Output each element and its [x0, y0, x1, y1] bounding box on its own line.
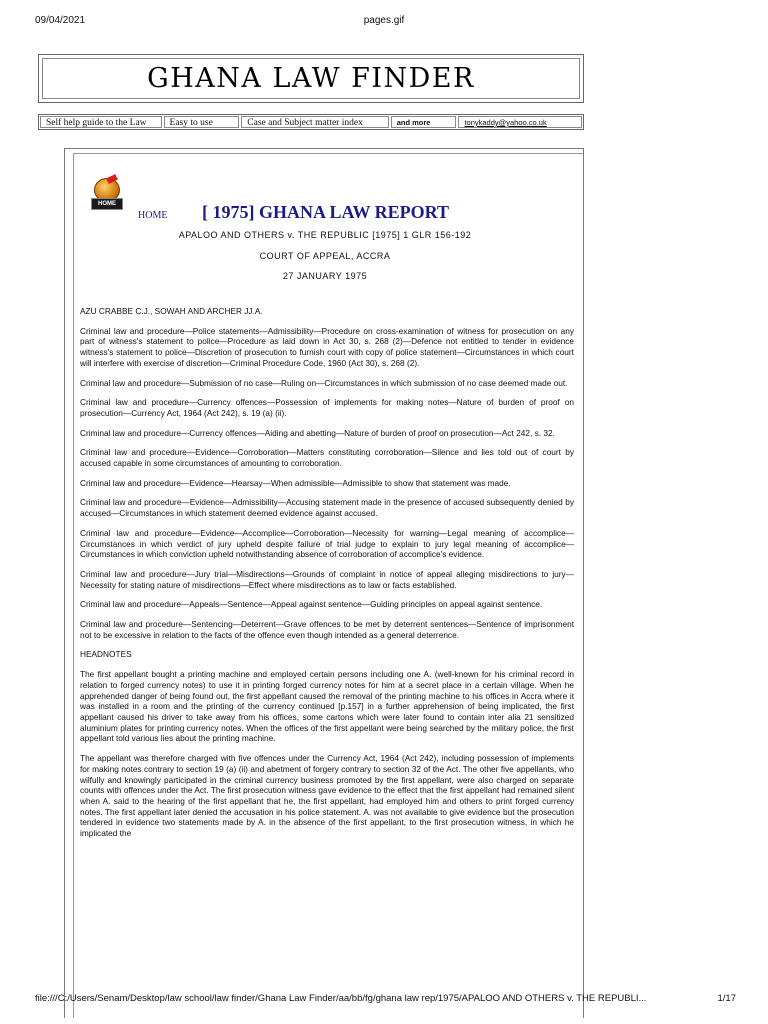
- nav-email-link[interactable]: tonykaddy@yahoo.co.uk: [458, 116, 582, 128]
- headnotes-heading: HEADNOTES: [80, 649, 132, 660]
- headnote-paragraph: The appellant was therefore charged with five offences under the Currency Act, 1964 (Act 242), including possession of implements for making notes contrary to section 19 (a) (ii) and abetment of forgery contrary to section 32 of the Act. The other five appellants, who wilfully and knowingly participated in the criminal currency business promoted by the first appellant, were also charged on separate counts with offences under the Act. The first prosecution witness gave evidence to the effect that the first appellant had remained silent when A. said to the hearing of the first appellant that he, the first appellant, had employed him and others to print forged currency notes. The first appellant later denied the accusation in his police statement. A. was not available to give evidence but the prosecution tendered in evidence two statements made by A. in the absence of the first appellant, to the first prosecution witness, in which he implicated the: [80, 753, 574, 839]
- catchword-paragraph: Criminal law and procedure—Currency offences—Possession of implements for making notes—Nature of burden of proof on prosecution—Currency Act, 1964 (Act 242), s. 19 (a) (ii).: [80, 397, 574, 418]
- nav-and-more[interactable]: and more: [391, 116, 457, 128]
- home-icon-label: HOME: [91, 198, 123, 210]
- nav-self-help-guide[interactable]: Self help guide to the Law: [40, 116, 162, 128]
- judgment-date: 27 JANUARY 1975: [282, 271, 368, 281]
- catchword-paragraph: Criminal law and procedure—Police statements—Admissibility—Procedure on cross-examination of witness for prosecution on any part of witness's statement to police—Procedure as laid down in Act 30, s. 268 (2)—Defence not entitled to tender in evidence witness's statement to police—Discretion of prosecution to furnish court with copy of police statement—Circumstances in which court will interfere with exercise of discretion—Criminal Procedure Code, 1960 (Act 30), s. 268 (2).: [80, 325, 574, 368]
- nav-easy-to-use[interactable]: Easy to use: [164, 116, 240, 128]
- print-date: 09/04/2021: [35, 15, 86, 26]
- print-footer: [0, 993, 768, 1007]
- print-header: [0, 15, 768, 29]
- catchword-paragraph: Criminal law and procedure—Submission of no case—Ruling on—Circumstances in which submission of no case deemed made out.: [80, 377, 568, 388]
- file-path: file:///C:/Users/Senam/Desktop/law school/law finder/Ghana Law Finder/aa/bb/fg/ghana law rep/1975/APALOO AND OTHERS v. THE REPUBLI...: [35, 993, 647, 1004]
- catchword-paragraph: Criminal law and procedure—Evidence—Admissibility—Accusing statement made in the presence of accused subsequently denied by accused—Circumstances in which statement deemed evidence against accused.: [80, 497, 574, 519]
- page-number: 1/17: [717, 993, 736, 1004]
- catchword-paragraph: Criminal law and procedure—Evidence—Accomplice—Corroboration—Necessity for warning—Legal meaning of accomplice—Circumstances in which verdict of jury upheld despite failure of trial judge to explain to jury legal meaning of accomplice—Circumstances in which conviction upheld notwithstanding absence of corroboration of accomplice's evidence.: [80, 527, 574, 560]
- home-icon[interactable]: [90, 178, 122, 210]
- report-body: [80, 306, 574, 848]
- report-title: [ 1975] GHANA LAW REPORT: [202, 202, 450, 222]
- site-banner: [38, 54, 584, 103]
- site-title: GHANA LAW FINDER: [147, 63, 475, 94]
- catchword-paragraph: Criminal law and procedure—Sentencing—Deterrent—Grave offences to be met by deterrent sentences—Sentence of imprisonment not to be excessive in relation to the facts of the offence even though intended as a general deterrence.: [80, 619, 574, 640]
- print-page-title: pages.gif: [363, 15, 405, 26]
- nav-bar: [38, 114, 584, 130]
- nav-case-index[interactable]: Case and Subject matter index: [241, 116, 388, 128]
- judges-line: AZU CRABBE C.J., SOWAH AND ARCHER JJ.A.: [80, 306, 263, 316]
- catchword-paragraph: Criminal law and procedure—Evidence—Corroboration—Matters constituting corroboration—Silence and lies told out of court by accused capable in some circumstances of amounting to corroboration.: [80, 447, 574, 469]
- catchword-paragraph: Criminal law and procedure—Currency offences—Aiding and abetting—Nature of burden of proof on prosecution—Act 242, s. 32.: [80, 427, 555, 438]
- catchword-paragraph: Criminal law and procedure—Jury trial—Misdirections—Grounds of complaint in notice of appeal alleging misdirections to jury—Necessity for stating nature of misdirections—Effect where misdirections as to law or facts established.: [80, 568, 574, 590]
- case-title: APALOO AND OTHERS v. THE REPUBLIC [1975] 1 GLR 156-192: [178, 230, 472, 240]
- home-link[interactable]: HOME: [138, 210, 168, 221]
- court-name: COURT OF APPEAL, ACCRA: [259, 251, 391, 261]
- headnote-paragraph: The first appellant bought a printing machine and employed certain persons including one A. (well-known for his criminal record in relation to forged currency notes) to use it in printing forged currency notes for him at a secret place in a certain village. When he apprehended danger of being found out, the first appellant caused the removal of the printing machine to his offices in Accra where it was installed in a room and the printing of the currency continued [p.157] in a further apprehension of being implicated, the first appellant caused his driver to take away from his offices, some cartons which were later found to contain inter alia 21 sensitized aluminium plates for printing currency notes. When the offices of the first appellant were being searched by the military police, the first appellant told various lies about the printing machine.: [80, 669, 574, 744]
- catchword-paragraph: Criminal law and procedure—Appeals—Sentence—Appeal against sentence—Guiding principles on appeal against sentence.: [80, 599, 543, 610]
- catchword-paragraph: Criminal law and procedure—Evidence—Hearsay—When admissible—Admissible to show that statement was made.: [80, 477, 511, 488]
